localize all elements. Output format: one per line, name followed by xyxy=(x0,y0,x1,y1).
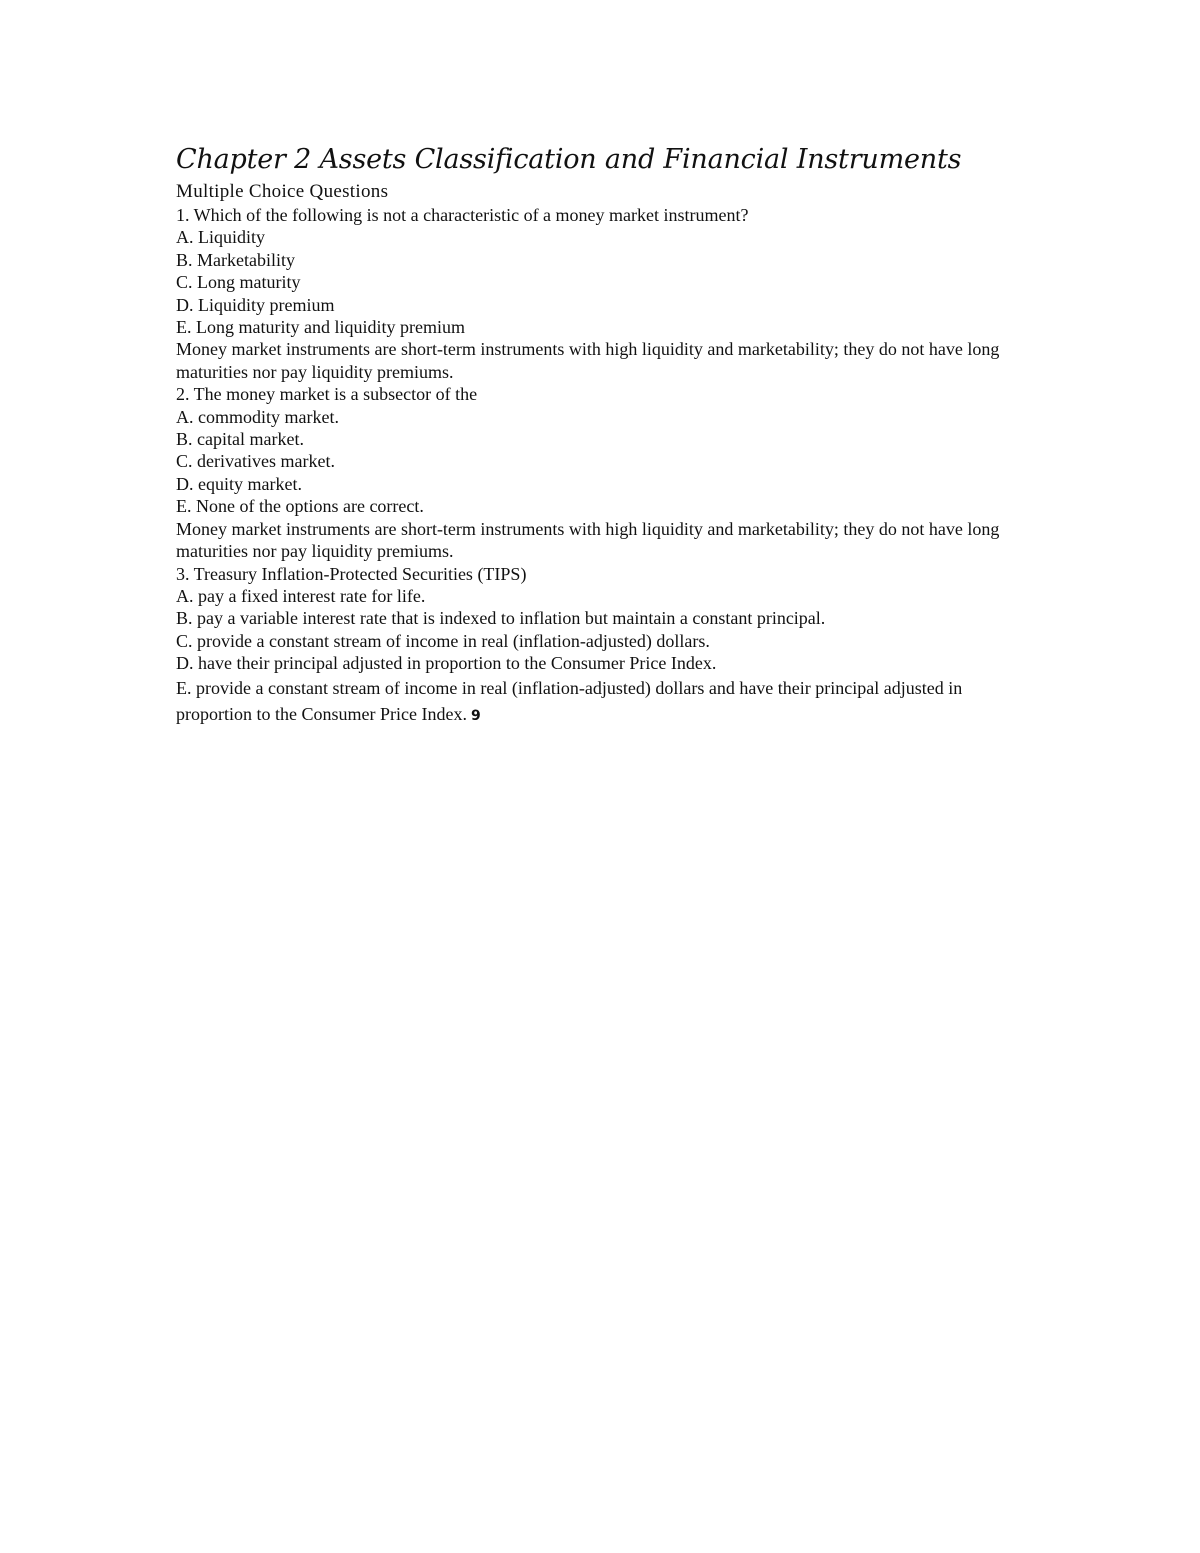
answer-explanation: Money market instruments are short-term instruments with high liquidity and marketability; they do not have long maturities nor pay liquidity premiums. xyxy=(176,339,1000,382)
answer-option: D. Liquidity premium xyxy=(176,294,335,315)
question-block-3 xyxy=(176,563,1036,729)
answer-option: C. provide a constant stream of income in real (inflation-adjusted) dollars. xyxy=(176,630,710,651)
answer-option: D. equity market. xyxy=(176,473,302,494)
answer-option: B. Marketability xyxy=(176,249,295,270)
question-text: 2. The money market is a subsector of the xyxy=(176,384,478,405)
answer-option: C. derivatives market. xyxy=(176,451,335,472)
answer-option: E. None of the options are correct. xyxy=(176,496,424,517)
answer-option: E. provide a constant stream of income in real (inflation-adjusted) dollars and have their principal adjusted in proportion to the Consumer Price Index. xyxy=(176,677,963,724)
question-block-2 xyxy=(176,383,1036,562)
answer-option: B. pay a variable interest rate that is indexed to inflation but maintain a constant principal. xyxy=(176,608,826,629)
page-number: 9 xyxy=(470,707,481,724)
answer-explanation: Money market instruments are short-term instruments with high liquidity and marketability; they do not have long maturities nor pay liquidity premiums. xyxy=(176,518,1000,562)
answer-option: C. Long maturity xyxy=(176,272,301,293)
answer-option: D. have their principal adjusted in proportion to the Consumer Price Index. xyxy=(176,653,717,674)
answer-option: A. pay a fixed interest rate for life. xyxy=(176,585,426,606)
answer-option: E. Long maturity and liquidity premium xyxy=(176,317,465,338)
question-text: 1. Which of the following is not a characteristic of a money market instrument? xyxy=(176,205,749,225)
answer-option: A. commodity market. xyxy=(176,406,339,427)
answer-option: B. capital market. xyxy=(176,429,304,450)
answer-option: A. Liquidity xyxy=(176,227,265,248)
question-block-1 xyxy=(176,204,1036,383)
section-subtitle: Multiple Choice Questions xyxy=(176,181,389,202)
chapter-title: Chapter 2 Assets Classification and Financial Instruments xyxy=(176,144,962,175)
document-content xyxy=(176,142,1036,729)
answer-option-with-page-number xyxy=(176,675,1036,729)
question-text: 3. Treasury Inflation-Protected Securities (TIPS) xyxy=(176,563,527,584)
